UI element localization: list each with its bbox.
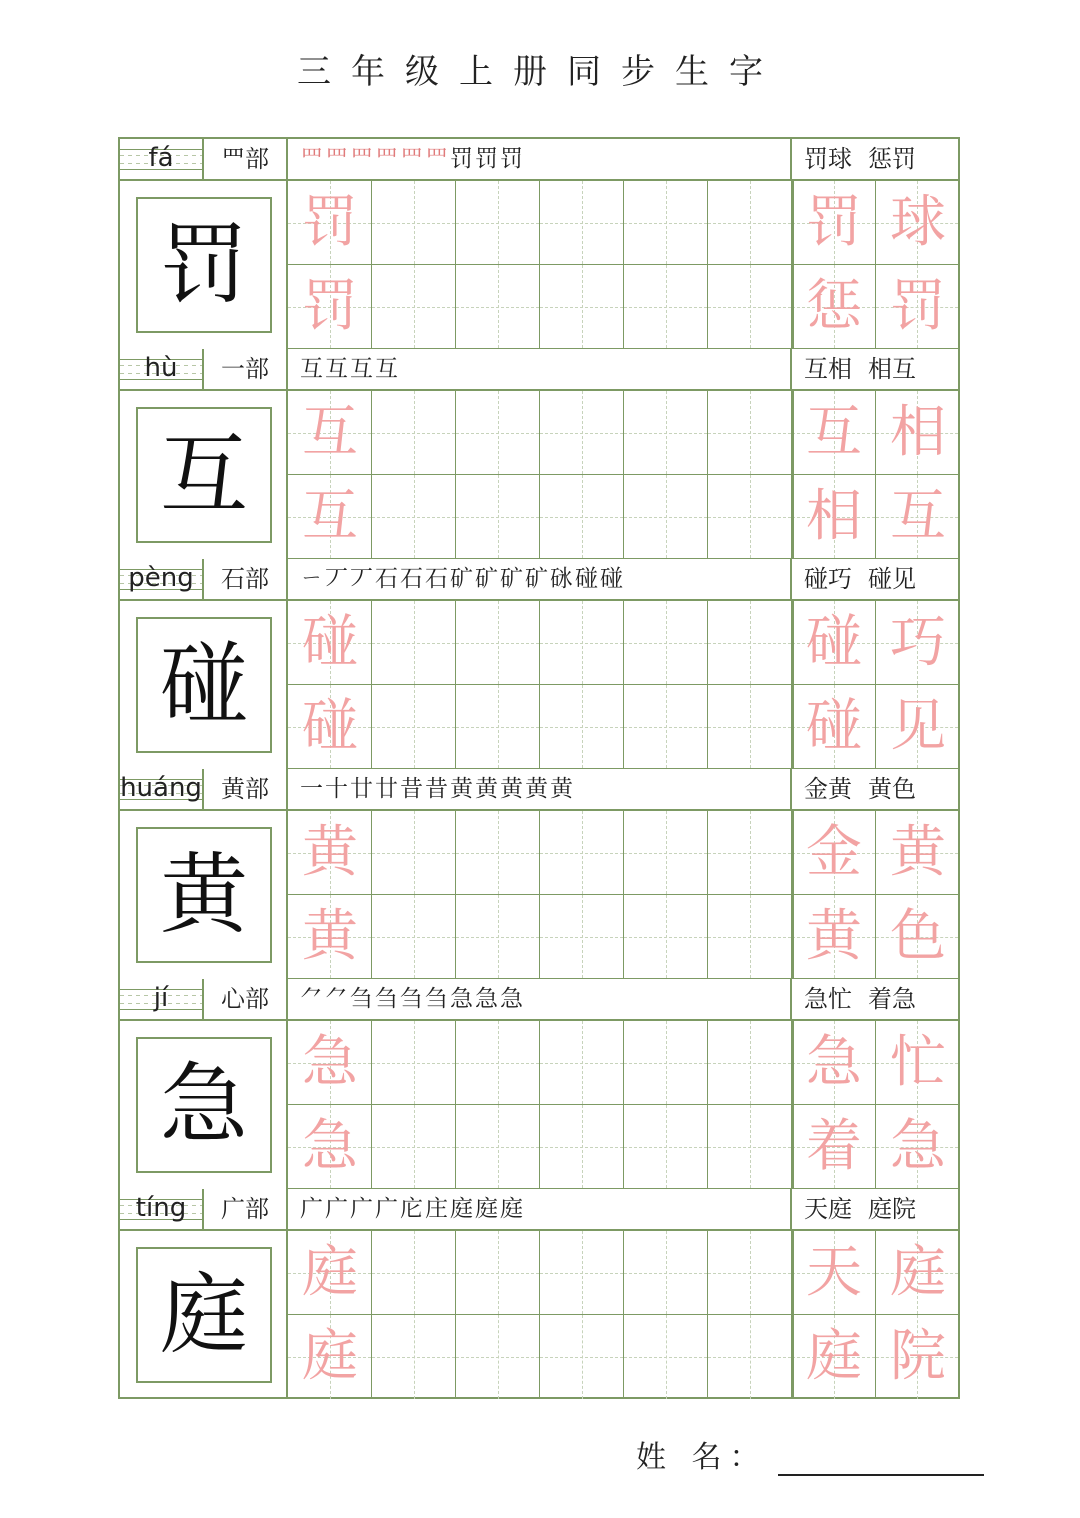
practice-cell[interactable] — [876, 685, 958, 769]
practice-cell[interactable] — [708, 601, 792, 685]
practice-grid — [288, 181, 958, 349]
page-title: 三年级上册同步生字 — [297, 52, 783, 92]
practice-area — [120, 1231, 958, 1399]
practice-cell[interactable] — [288, 1021, 372, 1105]
trace-character: 金 — [806, 820, 862, 885]
word-list — [792, 769, 958, 809]
trace-character: 巧 — [890, 610, 946, 675]
practice-cell[interactable] — [372, 1105, 456, 1189]
model-character-cell — [120, 1231, 288, 1399]
model-character: 互 — [136, 407, 272, 543]
trace-character: 急 — [806, 1030, 862, 1095]
practice-cell[interactable] — [540, 1021, 624, 1105]
word-1: 天庭 — [804, 1195, 852, 1223]
practice-cell[interactable] — [456, 1231, 540, 1315]
trace-character: 碰 — [302, 694, 358, 759]
trace-character: 互 — [890, 484, 946, 549]
practice-cell[interactable] — [624, 265, 708, 349]
practice-cell[interactable] — [624, 1021, 708, 1105]
pinyin-cell: fá — [120, 139, 204, 179]
pinyin-cell: tíng — [120, 1189, 204, 1229]
trace-character: 罚 — [890, 274, 946, 339]
trace-character: 黄 — [890, 820, 946, 885]
trace-character: 相 — [806, 484, 862, 549]
model-character-cell — [120, 601, 288, 769]
practice-cell[interactable] — [456, 685, 540, 769]
practice-grid — [288, 1231, 958, 1399]
practice-cell[interactable] — [456, 1315, 540, 1399]
practice-cell[interactable] — [540, 1231, 624, 1315]
practice-cell[interactable] — [288, 1315, 372, 1399]
practice-cell[interactable] — [624, 1105, 708, 1189]
radical-cell: 广部 — [204, 1189, 288, 1229]
practice-cell[interactable] — [876, 391, 958, 475]
trace-character: 庭 — [806, 1324, 862, 1389]
word-list — [792, 1189, 958, 1229]
practice-cell[interactable] — [288, 811, 372, 895]
trace-character: 碰 — [806, 610, 862, 675]
pinyin-cell: hù — [120, 349, 204, 389]
practice-cell[interactable] — [792, 601, 876, 685]
practice-cell[interactable] — [456, 811, 540, 895]
practice-area — [120, 391, 958, 559]
stroke-order-cell — [288, 349, 792, 389]
practice-cell[interactable] — [456, 391, 540, 475]
trace-character: 见 — [890, 694, 946, 759]
model-character: 庭 — [136, 1247, 272, 1383]
trace-character: 庭 — [890, 1240, 946, 1305]
trace-character: 天 — [806, 1240, 862, 1305]
practice-cell[interactable] — [288, 181, 372, 265]
practice-cell[interactable] — [288, 1231, 372, 1315]
character-header — [120, 559, 958, 601]
stroke-order-cell — [288, 139, 792, 179]
trace-character: 惩 — [806, 274, 862, 339]
practice-cell[interactable] — [876, 811, 958, 895]
practice-cell[interactable] — [372, 601, 456, 685]
character-header — [120, 349, 958, 391]
model-character-cell — [120, 391, 288, 559]
practice-cell[interactable] — [708, 265, 792, 349]
practice-cell[interactable] — [876, 181, 958, 265]
practice-grid — [288, 601, 958, 769]
practice-cell[interactable] — [624, 601, 708, 685]
practice-cell[interactable] — [624, 895, 708, 979]
trace-character: 急 — [890, 1114, 946, 1179]
stroke-order: 互互互互 — [300, 356, 400, 382]
practice-cell[interactable] — [708, 895, 792, 979]
practice-cell[interactable] — [288, 1105, 372, 1189]
practice-cell[interactable] — [708, 1105, 792, 1189]
practice-cell[interactable] — [540, 475, 624, 559]
model-character: 罚 — [136, 197, 272, 333]
trace-character: 庭 — [302, 1324, 358, 1389]
practice-cell[interactable] — [624, 685, 708, 769]
trace-character: 互 — [302, 400, 358, 465]
model-character-cell — [120, 1021, 288, 1189]
practice-cell[interactable] — [792, 895, 876, 979]
name-blank-line[interactable] — [778, 1448, 984, 1476]
radical-cell: 罒部 — [204, 139, 288, 179]
word-2: 相互 — [868, 355, 916, 383]
practice-cell[interactable] — [372, 1021, 456, 1105]
practice-cell[interactable] — [288, 265, 372, 349]
trace-character: 忙 — [890, 1030, 946, 1095]
practice-grid — [288, 1021, 958, 1189]
practice-cell[interactable] — [372, 391, 456, 475]
practice-cell[interactable] — [876, 1315, 958, 1399]
practice-cell[interactable] — [708, 475, 792, 559]
trace-character: 互 — [806, 400, 862, 465]
model-character: 急 — [136, 1037, 272, 1173]
trace-character: 相 — [890, 400, 946, 465]
practice-cell[interactable] — [288, 391, 372, 475]
model-character-cell — [120, 181, 288, 349]
practice-cell[interactable] — [708, 1231, 792, 1315]
character-practice-sheet — [118, 137, 960, 1399]
stroke-order: 广广广广庀庄庭庭庭 — [300, 1196, 525, 1222]
practice-cell[interactable] — [456, 601, 540, 685]
word-1: 碰巧 — [804, 565, 852, 593]
trace-character: 黄 — [806, 904, 862, 969]
practice-cell[interactable] — [456, 895, 540, 979]
practice-cell[interactable] — [288, 895, 372, 979]
word-list — [792, 349, 958, 389]
word-2: 惩罚 — [868, 145, 916, 173]
trace-character: 碰 — [302, 610, 358, 675]
practice-cell[interactable] — [288, 685, 372, 769]
practice-cell[interactable] — [288, 601, 372, 685]
practice-cell[interactable] — [372, 265, 456, 349]
practice-cell[interactable] — [876, 265, 958, 349]
word-1: 互相 — [804, 355, 852, 383]
trace-character: 黄 — [302, 820, 358, 885]
practice-cell[interactable] — [624, 391, 708, 475]
word-list — [792, 139, 958, 179]
word-2: 碰见 — [868, 565, 916, 593]
practice-cell[interactable] — [624, 811, 708, 895]
character-block — [120, 979, 958, 1189]
character-header — [120, 139, 958, 181]
character-block — [120, 559, 958, 769]
character-block — [120, 1189, 958, 1397]
practice-grid — [288, 811, 958, 979]
practice-cell[interactable] — [876, 1105, 958, 1189]
word-2: 着急 — [868, 985, 916, 1013]
practice-cell[interactable] — [708, 685, 792, 769]
practice-grid — [288, 391, 958, 559]
practice-cell[interactable] — [624, 475, 708, 559]
practice-cell[interactable] — [792, 1105, 876, 1189]
trace-character: 庭 — [302, 1240, 358, 1305]
stroke-order-cell — [288, 1189, 792, 1229]
practice-cell[interactable] — [540, 391, 624, 475]
practice-cell[interactable] — [372, 1231, 456, 1315]
stroke-order: ㄧ丆丆石石石矿矿矿矿砯碰碰 — [300, 566, 625, 592]
practice-cell[interactable] — [792, 685, 876, 769]
trace-character: 碰 — [806, 694, 862, 759]
practice-cell[interactable] — [372, 1315, 456, 1399]
character-block — [120, 349, 958, 559]
model-character-cell — [120, 811, 288, 979]
practice-cell[interactable] — [624, 181, 708, 265]
stroke-order-cell — [288, 979, 792, 1019]
practice-cell[interactable] — [708, 391, 792, 475]
practice-cell[interactable] — [540, 811, 624, 895]
character-header — [120, 1189, 958, 1231]
trace-character: 急 — [302, 1030, 358, 1095]
word-1: 罚球 — [804, 145, 852, 173]
practice-cell[interactable] — [792, 1021, 876, 1105]
practice-area — [120, 601, 958, 769]
stroke-order: ⺈⺈刍刍刍刍急急急 — [300, 986, 525, 1012]
word-2: 黄色 — [868, 775, 916, 803]
practice-cell[interactable] — [540, 685, 624, 769]
pinyin-cell: jí — [120, 979, 204, 1019]
pinyin-cell: pèng — [120, 559, 204, 599]
word-list — [792, 979, 958, 1019]
trace-character: 罚 — [302, 274, 358, 339]
trace-character: 球 — [890, 190, 946, 255]
practice-area — [120, 1021, 958, 1189]
practice-cell[interactable] — [540, 1315, 624, 1399]
stroke-order-cell — [288, 559, 792, 599]
practice-cell[interactable] — [372, 895, 456, 979]
practice-cell[interactable] — [540, 1105, 624, 1189]
practice-cell[interactable] — [540, 265, 624, 349]
practice-cell[interactable] — [624, 1315, 708, 1399]
practice-cell[interactable] — [708, 811, 792, 895]
character-header — [120, 769, 958, 811]
practice-cell[interactable] — [876, 1231, 958, 1315]
pinyin-cell: huáng — [120, 769, 204, 809]
practice-cell[interactable] — [456, 475, 540, 559]
trace-character: 着 — [806, 1114, 862, 1179]
trace-character: 急 — [302, 1114, 358, 1179]
practice-cell[interactable] — [372, 685, 456, 769]
practice-cell[interactable] — [456, 1021, 540, 1105]
practice-cell[interactable] — [372, 475, 456, 559]
practice-cell[interactable] — [456, 1105, 540, 1189]
name-label: 姓 名： — [636, 1440, 768, 1475]
practice-cell[interactable] — [456, 265, 540, 349]
word-2: 庭院 — [868, 1195, 916, 1223]
practice-cell[interactable] — [876, 895, 958, 979]
practice-cell[interactable] — [792, 265, 876, 349]
model-character: 黄 — [136, 827, 272, 963]
trace-character: 罚 — [302, 190, 358, 255]
practice-area — [120, 811, 958, 979]
character-block — [120, 769, 958, 979]
practice-cell[interactable] — [792, 181, 876, 265]
practice-cell[interactable] — [372, 811, 456, 895]
model-character: 碰 — [136, 617, 272, 753]
trace-character: 院 — [890, 1324, 946, 1389]
practice-cell[interactable] — [708, 1021, 792, 1105]
practice-cell[interactable] — [456, 181, 540, 265]
practice-cell[interactable] — [540, 181, 624, 265]
practice-cell[interactable] — [792, 811, 876, 895]
stroke-order-cell — [288, 769, 792, 809]
practice-cell[interactable] — [372, 181, 456, 265]
character-block — [120, 139, 958, 349]
practice-cell[interactable] — [876, 601, 958, 685]
trace-character: 色 — [890, 904, 946, 969]
practice-cell[interactable] — [876, 475, 958, 559]
practice-cell[interactable] — [708, 181, 792, 265]
word-1: 急忙 — [804, 985, 852, 1013]
stroke-order: 一十廿廿昔昔黄黄黄黄黄 — [300, 776, 575, 802]
word-1: 金黄 — [804, 775, 852, 803]
practice-cell[interactable] — [624, 1231, 708, 1315]
practice-cell[interactable] — [792, 391, 876, 475]
radical-cell: 心部 — [204, 979, 288, 1019]
stroke-order: 罚罚罚 — [450, 146, 525, 172]
trace-character: 黄 — [302, 904, 358, 969]
practice-cell[interactable] — [708, 1315, 792, 1399]
practice-cell[interactable] — [792, 1315, 876, 1399]
trace-character: 罚 — [806, 190, 862, 255]
trace-character: 互 — [302, 484, 358, 549]
practice-cell[interactable] — [792, 475, 876, 559]
practice-cell[interactable] — [792, 1231, 876, 1315]
radical-cell: 石部 — [204, 559, 288, 599]
word-list — [792, 559, 958, 599]
radical-cell: 黄部 — [204, 769, 288, 809]
practice-area — [120, 181, 958, 349]
practice-cell[interactable] — [288, 475, 372, 559]
radical-cell: 一部 — [204, 349, 288, 389]
stroke-order-faint: 罒罒罒罒罒罒 — [300, 146, 450, 172]
practice-cell[interactable] — [540, 601, 624, 685]
practice-cell[interactable] — [876, 1021, 958, 1105]
name-field — [636, 1432, 984, 1476]
practice-cell[interactable] — [540, 895, 624, 979]
character-header — [120, 979, 958, 1021]
